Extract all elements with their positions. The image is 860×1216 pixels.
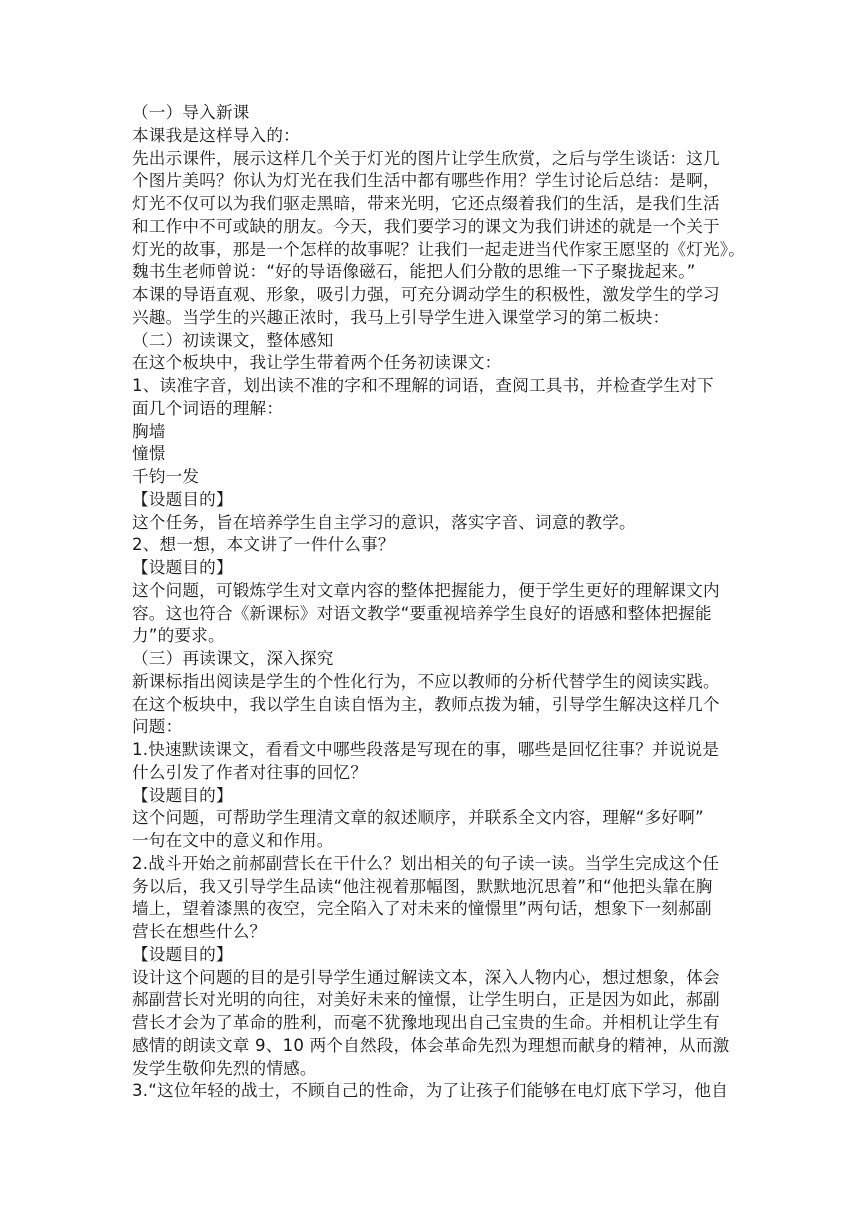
text-line: 这个任务，旨在培养学生自主学习的意识，落实字音、词意的教学。 [132,512,636,532]
text-line: 兴趣。当学生的兴趣正浓时，我马上引导学生进入课堂学习的第二板块： [132,307,670,327]
text-line: 感情的朗读文章 9、10 两个自然段，体会革命先烈为理想而献身的精神，从而激 [132,1035,730,1055]
text-line: 营长才会为了革命的胜利，而毫不犹豫地现出自己宝贵的生命。并相机让学生有 [132,1013,720,1032]
text-line: 1.快速默读课文，看看文中哪些段落是写现在的事，哪些是回忆往事？并说说是 [132,740,720,759]
text-line: 什么引发了作者对往事的回忆？ [132,762,368,782]
text-line: 1、读准字音，划出读不准的字和不理解的词语，查阅工具书，并检查学生对下 [132,376,714,395]
text-line: 【设题目的】 [132,489,233,509]
text-line: 和工作中不可或缺的朋友。今天，我们要学习的课文为我们讲述的就是一个关于 [132,216,720,236]
text-line: 容。这也符合《新课标》对语文教学“要重视培养学生良好的语感和整体把握能 [132,603,712,623]
text-line: 这个问题，可锻炼学生对文章内容的整体把握能力，便于学生更好的理解课文内 [132,580,720,600]
text-line: 千钧一发 [132,467,200,486]
text-line: 个图片美吗？你认为灯光在我们生活中都有哪些作用？学生讨论后总结：是啊， [132,171,720,191]
text-line: 一句在文中的意义和作用。 [132,831,334,850]
text-line: 郝副营长对光明的向往，对美好未来的憧憬，让学生明白，正是因为如此，郝副 [132,990,720,1010]
text-line: 在这个板块中，我以学生自读自悟为主，教师点拨为辅，引导学生解决这样几个 [132,694,720,714]
text-line: 2.战斗开始之前郝副营长在干什么？划出相关的句子读一读。当学生完成这个任 [132,853,720,873]
text-line: 这个问题，可帮助学生理清文章的叙述顺序，并联系全文内容，理解“多好啊” [132,808,704,828]
text-line: 憧憬 [132,444,166,464]
text-line: 设计这个问题的目的是引导学生通过解读文本，深入人物内心，想过想象，体会 [132,967,720,987]
text-line: （一）导入新课 [132,103,250,122]
text-line: 2、想一想，本文讲了一件什么事？ [132,535,395,555]
text-line: 营长在想些什么？ [132,922,267,941]
text-line: 本课我是这样导入的： [132,125,300,145]
text-line: （二）初读课文，整体感知 [132,330,334,350]
text-line: 务以后，我又引导学生品读“他注视着那幅图，默默地沉思着”和“他把头靠在胸 [132,876,713,896]
text-line: 胸墙 [132,421,166,441]
document-body [132,102,746,1103]
text-line: 魏书生老师曾说：“好的导语像磁石，能把人们分散的思维一下子聚拢起来。” [132,262,696,282]
text-line: 墙上，望着漆黑的夜空，完全陷入了对未来的憧憬里”两句话，想象下一刻郝副 [132,899,712,919]
text-line: 力”的要求。 [132,626,225,646]
text-line: （三）再读课文，深入探究 [132,649,334,668]
text-line: 【设题目的】 [132,558,233,577]
text-line: 本课的导语直观、形象，吸引力强，可充分调动学生的积极性，激发学生的学习 [132,285,720,304]
text-line: 新课标指出阅读是学生的个性化行为，不应以教师的分析代替学生的阅读实践。 [132,671,720,691]
text-line: 【设题目的】 [132,785,233,805]
text-line: 问题： [132,717,183,737]
text-line: 面几个词语的理解： [132,398,284,418]
text-line: 在这个板块中，我让学生带着两个任务初读课文： [132,353,502,373]
text-line: 发学生敬仰先烈的情感。 [132,1058,317,1078]
text-line: 灯光不仅可以为我们驱走黑暗，带来光明，它还点缀着我们的生活，是我们生活 [132,194,720,213]
text-line: 灯光的故事，那是一个怎样的故事呢？让我们一起走进当代作家王愿坚的《灯光》。 [132,239,746,259]
text-line: 【设题目的】 [132,944,233,964]
text-line: 3.“这位年轻的战士，不顾自己的性命，为了让孩子们能够在电灯底下学习，他自 [132,1081,729,1101]
text-line: 先出示课件，展示这样几个关于灯光的图片让学生欣赏，之后与学生谈话：这几 [132,148,720,168]
